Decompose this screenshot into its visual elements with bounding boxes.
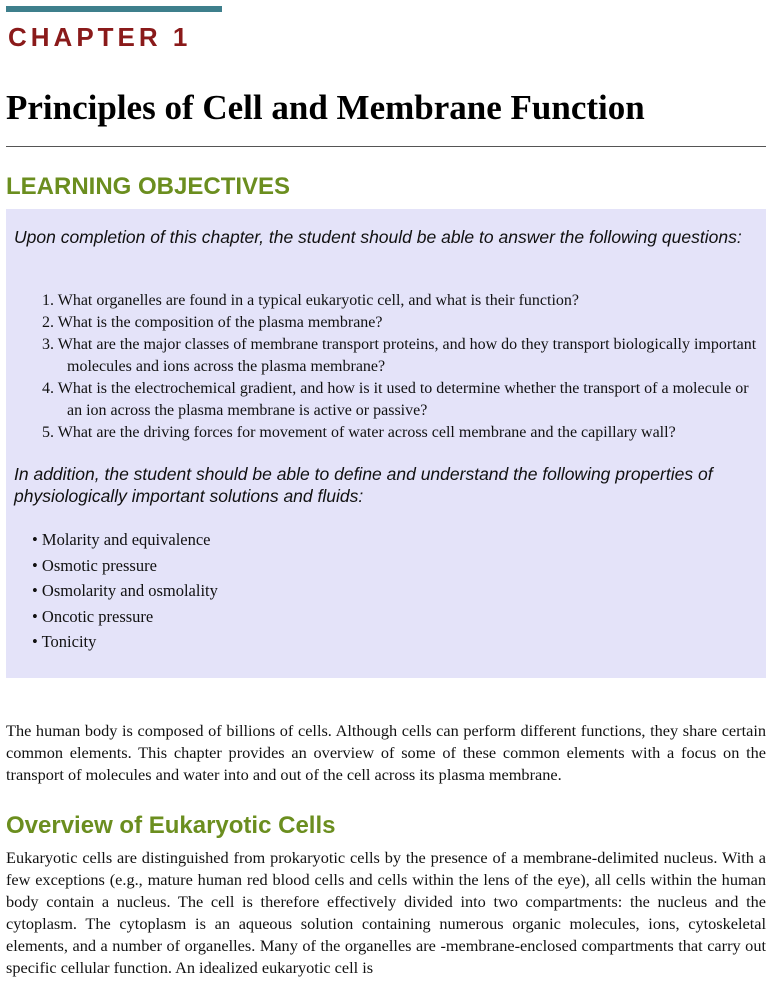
- list-item: • Tonicity: [32, 632, 97, 651]
- properties-list: [32, 527, 218, 655]
- intro-paragraph: The human body is composed of billions of cells. Although cells can perform different functions, they share certain common elements. This chapter provides an overview of some of these common elements with a focus on the transport of molecules and water into and out of the cell across its plasma membrane.: [6, 721, 766, 784]
- objectives-question-list: [42, 290, 762, 444]
- list-item: • Molarity and equivalence: [32, 530, 211, 549]
- list-item: 5. What are the driving forces for movement of water across cell membrane and the capillary wall?: [42, 424, 676, 441]
- chapter-label: CHAPTER 1: [8, 22, 192, 52]
- chapter-title: Principles of Cell and Membrane Function: [6, 88, 645, 127]
- list-item: • Oncotic pressure: [32, 606, 154, 626]
- learning-objectives-heading: LEARNING OBJECTIVES: [6, 173, 291, 200]
- top-accent-bar: [6, 6, 222, 12]
- list-item: 4. What is the electrochemical gradient, and how is it used to determine whether the transport of a molecule or an ion across the plasma membrane is active or passive?: [42, 380, 749, 419]
- list-item: • Osmolarity and osmolality: [32, 581, 218, 600]
- list-item: • Osmotic pressure: [32, 555, 157, 575]
- overview-paragraph: Eukaryotic cells are distinguished from prokaryotic cells by the presence of a membrane-delimited nucleus. With a few exceptions (e.g., mature human red blood cells and cells within the lens of the eye), all cells within the human body contain a nucleus. The cell is therefore effectively divided into two compartments: the nucleus and the cytoplasm. The cytoplasm is an aqueous solution containing numerous organic molecules, ions, cytoskeletal elements, and a number of organelles. Many of the organelles are -membrane-enclosed compartments that carry out specific cellular function. An idealized eukaryotic cell is: [6, 848, 766, 977]
- title-divider: [6, 146, 766, 147]
- list-item: 2. What is the composition of the plasma membrane?: [42, 314, 383, 331]
- list-item: 3. What are the major classes of membrane transport proteins, and how do they transport biologically important molecules and ions across the plasma membrane?: [42, 336, 757, 375]
- learning-objectives-box: [6, 209, 766, 678]
- overview-heading: Overview of Eukaryotic Cells: [6, 812, 336, 839]
- list-item: 1. What organelles are found in a typical eukaryotic cell, and what is their function?: [42, 292, 579, 309]
- objectives-intro: Upon completion of this chapter, the student should be able to answer the following questions:: [14, 227, 742, 247]
- properties-intro: In addition, the student should be able to define and understand the following properties of physiologically important solutions and fluids:: [14, 464, 713, 506]
